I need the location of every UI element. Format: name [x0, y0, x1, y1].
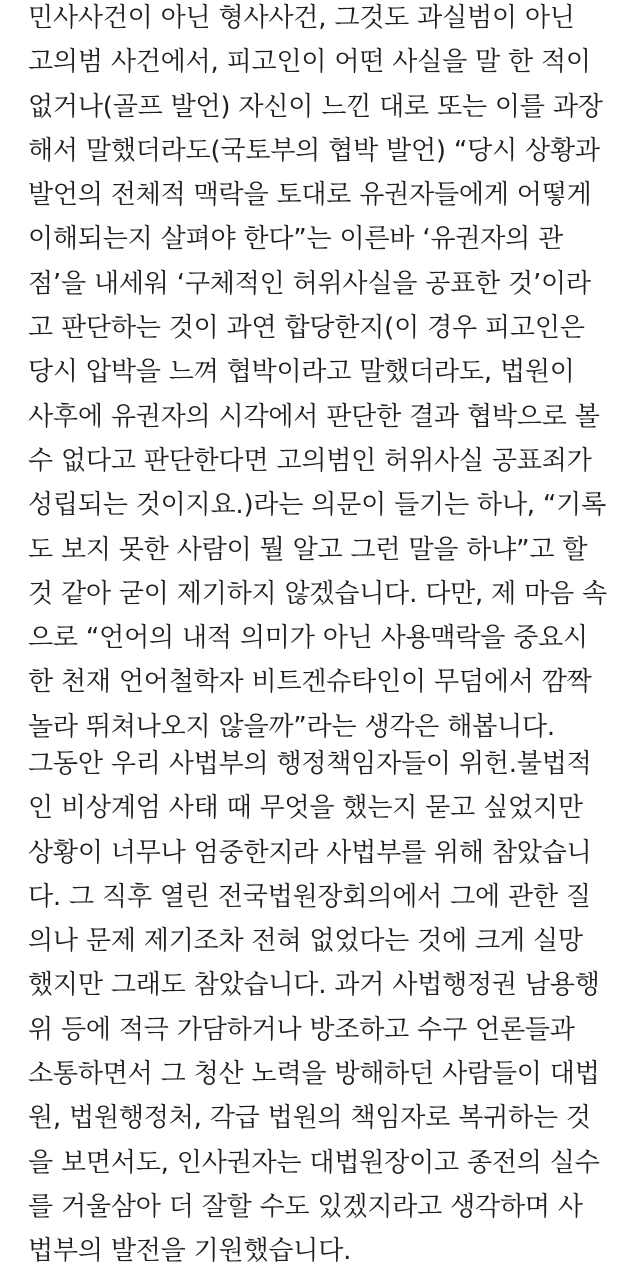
text-line: 상황이 너무나 엄중한지라 사법부를 위해 참았습니	[28, 837, 592, 868]
text-line: 했지만 그래도 참았습니다. 과거 사법행정권 남용행	[28, 970, 600, 1001]
text-line: 고의범 사건에서, 피고인이 어떤 사실을 말 한 적이	[28, 47, 591, 78]
paragraph-1	[28, 0, 618, 749]
text-line: 도 보지 못한 사람이 뭘 알고 그런 말을 하냐”고 할	[28, 534, 588, 565]
text-line: 을 보면서도, 인사권자는 대법원장이고 종전의 실수	[28, 1147, 600, 1178]
text-line: 당시 압박을 느껴 협박이라고 말했더라도, 법원이	[28, 357, 575, 388]
text-line: 사후에 유권자의 시각에서 판단한 결과 협박으로 볼	[28, 401, 600, 432]
text-line: 를 거울삼아 더 잘할 수도 있겠지라고 생각하며 사	[28, 1191, 583, 1222]
text-line: 고 판단하는 것이 과연 합당한지(이 경우 피고인은	[28, 313, 585, 344]
text-line: 위 등에 적극 가담하거나 방조하고 수구 언론들과	[28, 1014, 575, 1045]
text-line: 수 없다고 판단한다면 고의범인 허위사실 공표죄가	[28, 445, 592, 476]
text-line: 발언의 전체적 맥락을 토대로 유권자들에게 어떻게	[28, 180, 592, 211]
text-line: 해서 말했더라도(국토부의 협박 발언) “당시 상황과	[28, 135, 600, 166]
text-line: 이해되는지 살펴야 한다”는 이른바 ‘유권자의 관	[28, 224, 564, 255]
text-line: 민사사건이 아닌 형사사건, 그것도 과실범이 아닌	[28, 3, 575, 33]
text-line: 소통하면서 그 청산 노력을 방해하던 사람들이 대법	[28, 1059, 600, 1090]
text-line: 의나 문제 제기조차 전혀 없었다는 것에 크게 실망	[28, 926, 583, 957]
text-line: 법부의 발전을 기원했습니다.	[28, 1236, 352, 1267]
text-line: 놀라 뛰쳐나오지 않을까”라는 생각은 해봅니다.	[28, 711, 555, 742]
text-line: 성립되는 것이지요.)라는 의문이 들기는 하나, “기록	[28, 490, 606, 521]
text-line: 다. 그 직후 열린 전국법원장회의에서 그에 관한 질	[28, 881, 591, 912]
text-line: 으로 “언어의 내적 의미가 아닌 사용맥락을 중요시	[28, 623, 588, 654]
text-line: 것 같아 굳이 제기하지 않겠습니다. 다만, 제 마음 속	[28, 578, 607, 609]
text-line: 그동안 우리 사법부의 행정책임자들이 위헌.불법적	[28, 749, 592, 779]
text-line: 없거나(골프 발언) 자신이 느낀 대로 또는 이를 과장	[28, 91, 603, 122]
text-line: 인 비상계엄 사태 때 무엇을 했는지 묻고 싶었지만	[28, 793, 583, 824]
text-line: 원, 법원행정처, 각급 법원의 책임자로 복귀하는 것	[28, 1103, 591, 1134]
text-line: 점’을 내세워 ‘구체적인 허위사실을 공표한 것’이라	[28, 268, 591, 299]
paragraph-2	[28, 742, 618, 1274]
text-line: 한 천재 언어철학자 비트겐슈타인이 무덤에서 깜짝	[28, 667, 592, 698]
